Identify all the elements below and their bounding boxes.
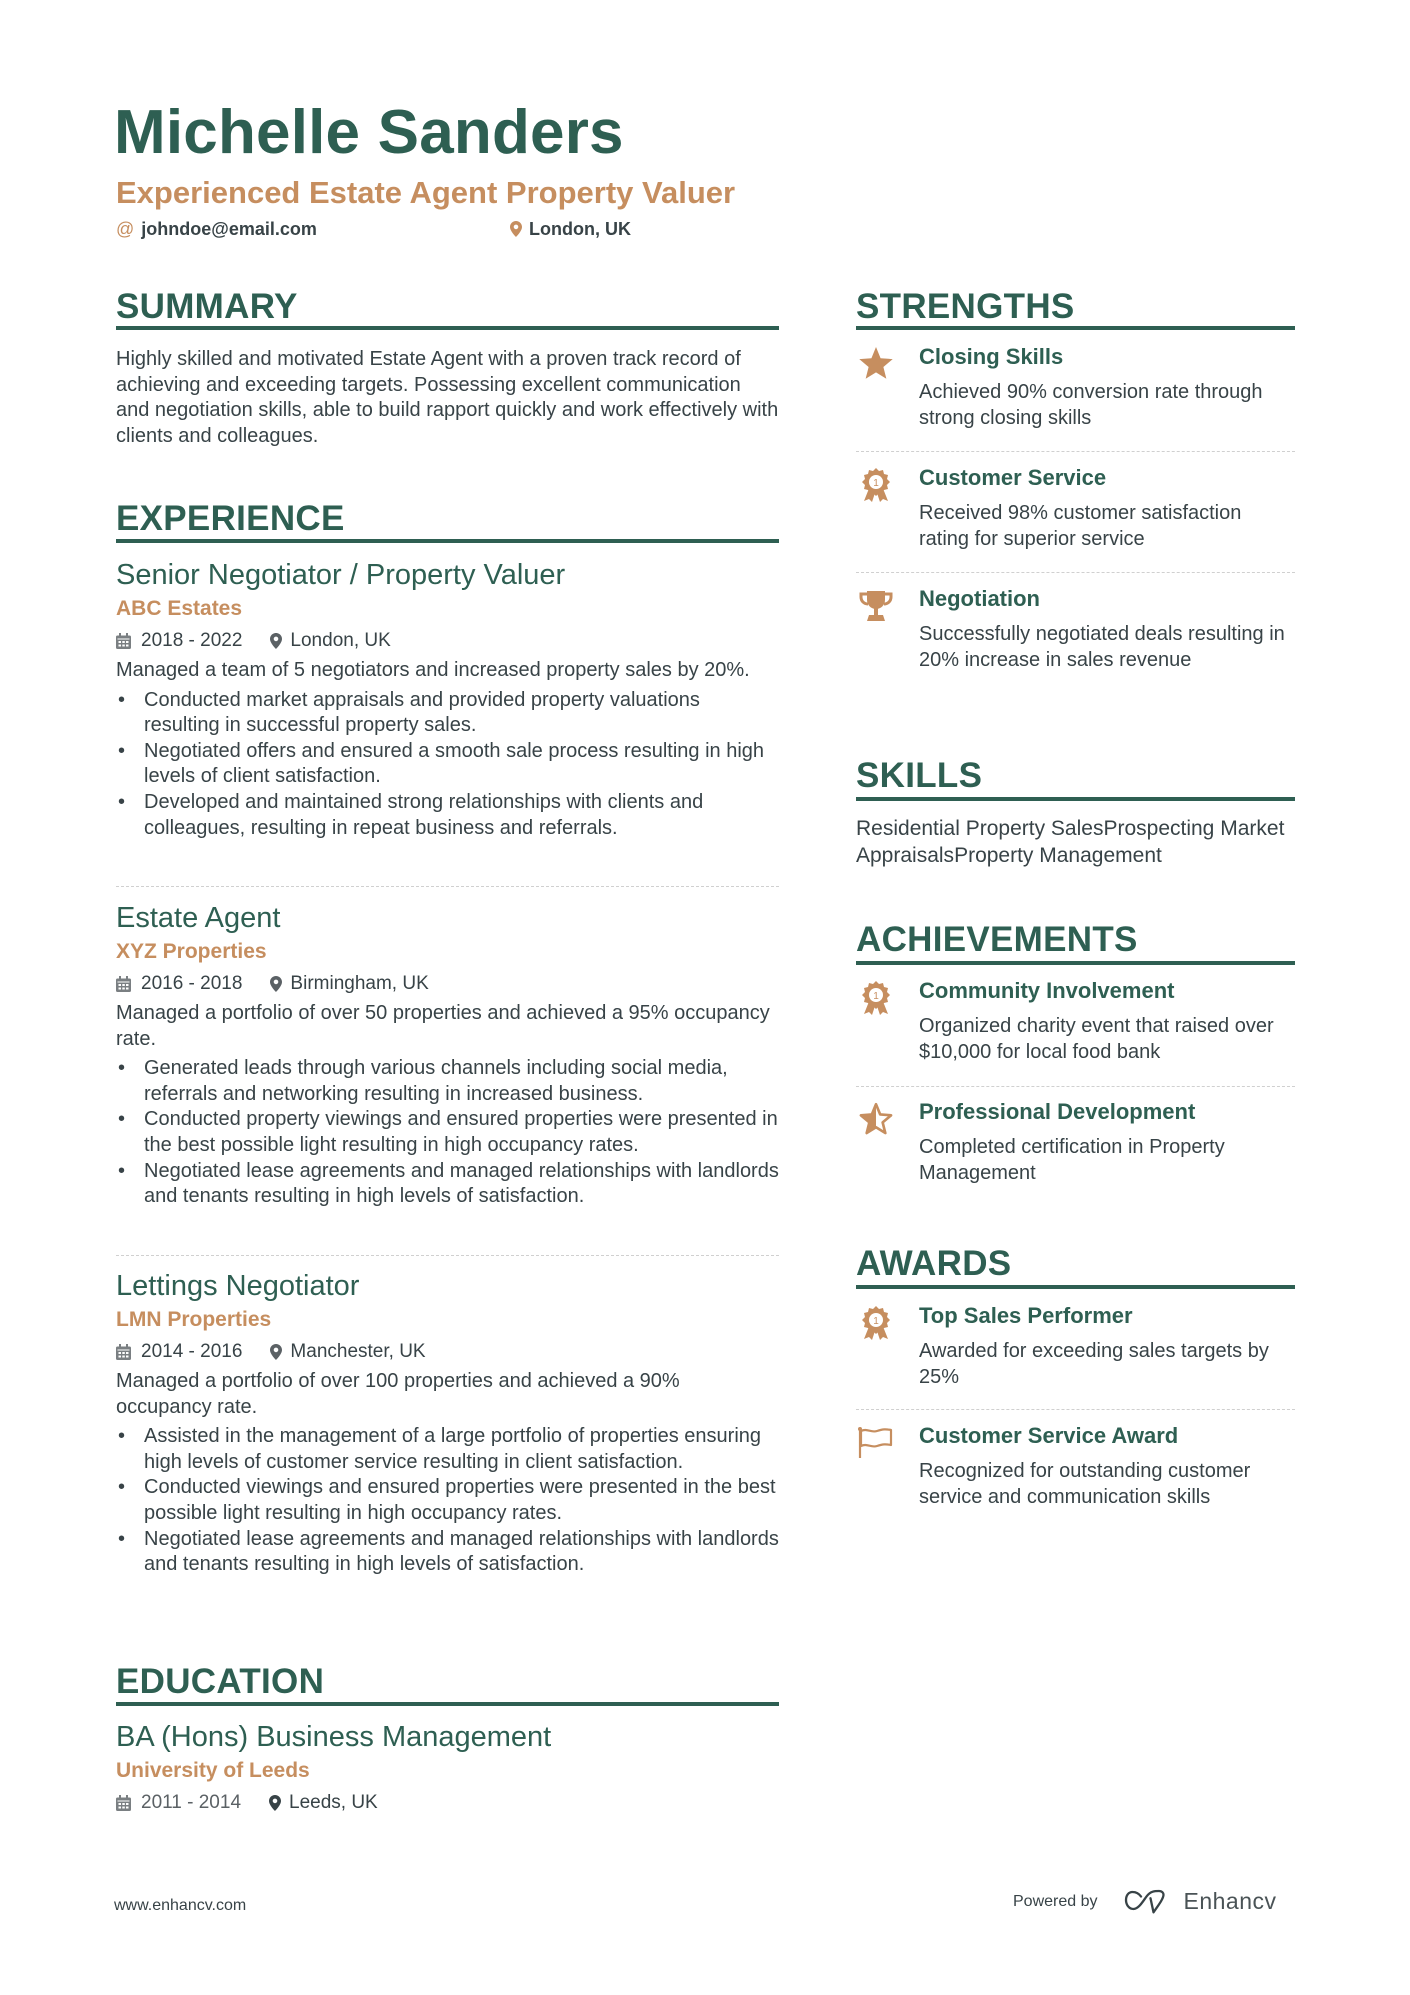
medal-icon (856, 1303, 896, 1343)
job-bullets (116, 1424, 779, 1578)
at-icon: @ (116, 219, 135, 239)
award-title: Top Sales Performer (919, 1303, 1133, 1328)
job-meta (116, 1340, 779, 1364)
flag-icon (856, 1423, 896, 1463)
section-heading-strengths: STRENGTHS (856, 287, 1075, 326)
award-description: Recognized for outstanding customer service and communication skills (919, 1460, 1251, 1508)
education-location: Leeds, UK (289, 1792, 378, 1813)
section-divider (116, 326, 779, 330)
achievement-description: Completed certification in Property Management (919, 1136, 1225, 1184)
award-item (856, 1303, 1295, 1390)
map-pin-icon (270, 976, 282, 992)
job-bullets (116, 688, 779, 842)
skill-item: Residential Property Sales (856, 817, 1104, 840)
section-divider (856, 326, 1295, 330)
degree: BA (Hons) Business Management (116, 1721, 552, 1753)
enhancv-logo-icon (1124, 1889, 1172, 1915)
map-pin-icon (270, 633, 282, 649)
job-bullet: • Conducted market appraisals and provided property valuations resulting in successful property sales. (116, 688, 779, 739)
strength-description: Successfully negotiated deals resulting in 20% increase in sales revenue (919, 623, 1285, 671)
entry-divider (856, 1409, 1295, 1410)
section-heading-experience: EXPERIENCE (116, 499, 345, 538)
svg-text:1: 1 (873, 478, 879, 489)
strength-item (856, 465, 1295, 552)
education-entry (116, 1720, 779, 1815)
calendar-icon (116, 976, 131, 992)
job-title: Senior Negotiator / Property Valuer (116, 559, 566, 591)
strength-title: Customer Service (919, 465, 1107, 490)
skills-list (856, 815, 1295, 869)
job-bullet: • Conducted viewings and ensured properties were presented in the best possible light resulting in high occupancy rates. (116, 1475, 779, 1526)
experience-entry (116, 1269, 779, 1578)
award-description: Awarded for exceeding sales targets by 25% (919, 1340, 1269, 1388)
job-bullet: • Negotiated offers and ensured a smooth sale process resulting in high levels of client satisfaction. (116, 739, 779, 790)
job-bullet: • Negotiated lease agreements and managed relationships with landlords and tenants resulting in high levels of satisfaction. (116, 1159, 779, 1210)
trophy-icon (856, 586, 896, 626)
skill-item: Prospecting (1103, 817, 1215, 840)
section-divider (116, 1702, 779, 1706)
experience-entry (116, 558, 779, 841)
footer-website-link[interactable]: www.enhancv.com (114, 1897, 247, 1914)
star-icon (856, 344, 896, 384)
calendar-icon (116, 1344, 131, 1360)
candidate-name: Michelle Sanders (114, 98, 624, 167)
job-description: Managed a portfolio of over 100 properties and achieved a 90% occupancy rate. (116, 1370, 680, 1418)
medal-icon (856, 978, 896, 1018)
job-meta (116, 629, 779, 653)
section-heading-education: EDUCATION (116, 1662, 325, 1701)
section-heading-achievements: ACHIEVEMENTS (856, 920, 1138, 959)
section-heading-skills: SKILLS (856, 756, 983, 795)
calendar-icon (116, 633, 131, 649)
experience-entry (116, 901, 779, 1210)
award-item (856, 1423, 1295, 1510)
footer-branding[interactable] (1013, 1888, 1277, 1915)
svg-text:1: 1 (873, 991, 879, 1002)
job-dates: 2014 - 2016 (141, 1341, 243, 1362)
skill-item: Market Appraisals (856, 817, 1285, 867)
section-divider (856, 1285, 1295, 1289)
entry-divider (116, 886, 779, 887)
education-meta (116, 1791, 779, 1815)
powered-by-label: Powered by (1013, 1892, 1098, 1910)
award-title: Customer Service Award (919, 1423, 1179, 1448)
medal-icon (856, 465, 896, 505)
job-dates: 2018 - 2022 (141, 630, 243, 651)
section-heading-awards: AWARDS (856, 1244, 1012, 1283)
job-location: Manchester, UK (290, 1341, 426, 1362)
achievement-description: Organized charity event that raised over $10,000 for local food bank (919, 1015, 1274, 1063)
brand-name: Enhancv (1183, 1888, 1277, 1914)
location-text: London, UK (529, 219, 631, 239)
entry-divider (856, 572, 1295, 573)
strength-description: Received 98% customer satisfaction rating for superior service (919, 502, 1242, 550)
half-star-icon (856, 1099, 896, 1139)
job-location: Birmingham, UK (290, 973, 429, 994)
job-bullet: • Negotiated lease agreements and managed relationships with landlords and tenants resulting in high levels of satisfaction. (116, 1527, 779, 1578)
school-name: University of Leeds (116, 1759, 310, 1782)
section-divider (856, 797, 1295, 801)
summary-text: Highly skilled and motivated Estate Agent with a proven track record of achieving and exceeding targets. Possessing excellent communication and negotiation skills, able to build rapport quickly and work effectively with clients and colleagues. (116, 348, 779, 447)
education-dates: 2011 - 2014 (141, 1792, 242, 1813)
company-name: ABC Estates (116, 597, 243, 620)
map-pin-icon (270, 1344, 282, 1360)
candidate-title: Experienced Estate Agent Property Valuer (116, 175, 736, 210)
contact-email[interactable] (116, 218, 317, 240)
strength-item (856, 344, 1295, 431)
svg-text:1: 1 (873, 1316, 879, 1327)
map-pin-icon (510, 221, 522, 237)
job-location: London, UK (290, 630, 391, 651)
achievement-item (856, 978, 1295, 1065)
job-bullet: • Assisted in the management of a large portfolio of properties ensuring high levels of customer service resulting in client satisfaction. (116, 1424, 779, 1475)
entry-divider (856, 451, 1295, 452)
job-bullet: • Conducted property viewings and ensured properties were presented in the best possible light resulting in high occupancy rates. (116, 1107, 779, 1158)
achievement-item (856, 1099, 1295, 1186)
section-divider (856, 961, 1295, 965)
job-description: Managed a portfolio of over 50 properties and achieved a 95% occupancy rate. (116, 1002, 770, 1050)
calendar-icon (116, 1795, 131, 1811)
section-heading-summary: SUMMARY (116, 287, 298, 326)
email-text: johndoe@email.com (141, 219, 317, 239)
strength-description: Achieved 90% conversion rate through strong closing skills (919, 381, 1263, 429)
job-title: Lettings Negotiator (116, 1270, 360, 1302)
achievement-title: Community Involvement (919, 978, 1175, 1003)
map-pin-icon (269, 1795, 281, 1811)
entry-divider (856, 1086, 1295, 1087)
achievement-title: Professional Development (919, 1099, 1196, 1124)
contact-location (510, 218, 631, 240)
strength-title: Negotiation (919, 586, 1040, 611)
job-dates: 2016 - 2018 (141, 973, 243, 994)
section-divider (116, 539, 779, 543)
skill-item: Property Management (954, 844, 1162, 867)
company-name: LMN Properties (116, 1308, 272, 1331)
job-bullet: • Generated leads through various channels including social media, referrals and networking resulting in increased business. (116, 1056, 779, 1107)
job-meta (116, 972, 779, 996)
entry-divider (116, 1255, 779, 1256)
job-description: Managed a team of 5 negotiators and increased property sales by 20%. (116, 659, 750, 681)
strength-title: Closing Skills (919, 344, 1064, 369)
job-title: Estate Agent (116, 902, 281, 934)
strength-item (856, 586, 1295, 673)
job-bullet: • Developed and maintained strong relationships with clients and colleagues, resulting in repeat business and referrals. (116, 790, 779, 841)
job-bullets (116, 1056, 779, 1210)
company-name: XYZ Properties (116, 940, 267, 963)
